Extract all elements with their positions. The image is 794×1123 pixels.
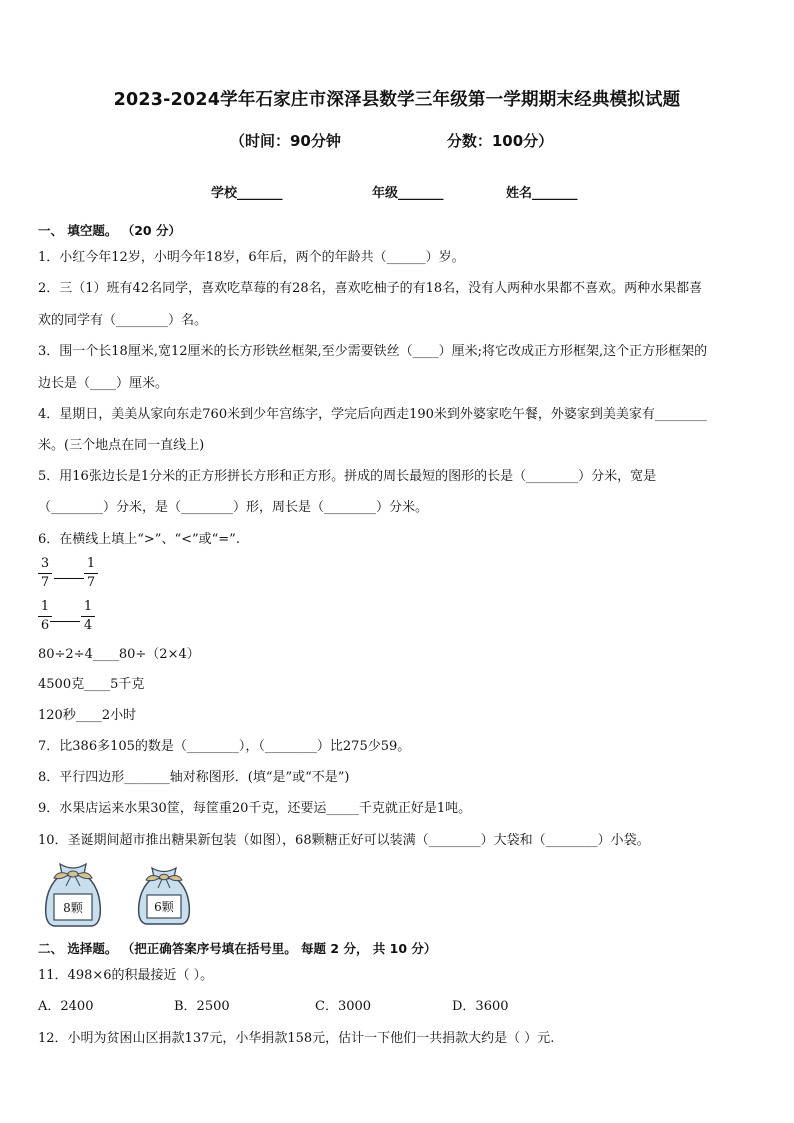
question-12: 12．小明为贫困山区捐款137元，小华捐款158元，估计一下他们一共捐款大约是（ ）元. bbox=[38, 1031, 555, 1046]
exam-meta bbox=[230, 130, 553, 151]
fraction-right-1 bbox=[84, 555, 98, 592]
question-6: 6．在横线上填上“>”、“<”或“=”. bbox=[38, 532, 240, 547]
small-bag-label: 6颗 bbox=[154, 900, 174, 914]
option-d[interactable]: D．3600 bbox=[452, 999, 509, 1014]
answer-blank[interactable] bbox=[54, 577, 84, 579]
large-bag-label: 8颗 bbox=[63, 901, 83, 915]
question-3-line-1: 3．围一个长18厘米,宽12厘米的长方形铁丝框架,至少需要铁丝（____）厘米;将它改成正方形框架,这个正方形框架的 bbox=[38, 344, 708, 359]
numerator: 1 bbox=[38, 598, 52, 617]
page-title: 2023-2024学年石家庄市深泽县数学三年级第一学期期末经典模拟试题 bbox=[113, 90, 681, 110]
question-11: 11．498×6的积最接近（ ）。 bbox=[38, 968, 214, 983]
question-9: 9．水果店运来水果30筐，每筐重20千克，还要运_____千克就正好是1吨。 bbox=[38, 801, 472, 816]
answer-blank[interactable] bbox=[50, 620, 80, 622]
denominator: 7 bbox=[86, 575, 96, 590]
option-a[interactable]: A．2400 bbox=[38, 999, 94, 1014]
grade-field[interactable]: 年级_______ bbox=[372, 186, 444, 201]
question-4-line-2: 米。(三个地点在同一直线上) bbox=[38, 438, 205, 453]
question-2-line-2: 欢的同学有（________）名。 bbox=[38, 313, 208, 328]
numerator: 1 bbox=[81, 598, 95, 617]
question-6-d: 4500克____5千克 bbox=[38, 677, 145, 692]
question-3-line-2: 边长是（____）厘米。 bbox=[38, 376, 169, 391]
question-5-line-2: （________）分米，是（________）形，周长是（________）分米。 bbox=[38, 500, 429, 515]
exam-score: 分数：100分） bbox=[446, 132, 554, 150]
exam-time: （时间：90分钟 bbox=[230, 132, 341, 150]
large-candy-bag-icon bbox=[40, 860, 106, 930]
name-field[interactable]: 姓名_______ bbox=[506, 186, 578, 201]
fraction-left-1 bbox=[38, 555, 52, 592]
question-5-line-1: 5．用16张边长是1分米的正方形拼长方形和正方形。拼成的周长最短的图形的长是（________）分米，宽是 bbox=[38, 469, 657, 484]
fraction-right-2 bbox=[81, 598, 95, 635]
question-2-line-1: 2．三（1）班有42名同学，喜欢吃草莓的有28名，喜欢吃柚子的有18名，没有人两种水果都不喜欢。两种水果都喜 bbox=[38, 281, 703, 296]
denominator: 7 bbox=[40, 575, 50, 590]
fraction-left-2 bbox=[38, 598, 52, 635]
section-1-title: 一、 填空题。 （20 分） bbox=[38, 223, 181, 238]
question-7: 7．比386多105的数是（________），（________）比275少59。 bbox=[38, 739, 411, 754]
question-4-line-1: 4．星期日，美美从家向东走760米到少年宫练字，学完后向西走190米到外婆家吃午餐，外婆家到美美家有________ bbox=[38, 407, 707, 422]
question-6-e: 120秒____2小时 bbox=[38, 708, 137, 723]
denominator: 4 bbox=[83, 618, 93, 633]
denominator: 6 bbox=[40, 618, 50, 633]
small-candy-bag-icon bbox=[133, 864, 195, 928]
question-10: 10．圣诞期间超市推出糖果新包装（如图），68颗糖正好可以装满（________）大袋和（________）小袋。 bbox=[38, 833, 650, 848]
option-b[interactable]: B．2500 bbox=[174, 999, 230, 1014]
question-1: 1．小红今年12岁，小明今年18岁，6年后，两个的年龄共（______）岁。 bbox=[38, 250, 465, 265]
numerator: 1 bbox=[84, 555, 98, 574]
question-6-c: 80÷2÷4____80÷（2×4） bbox=[38, 647, 200, 662]
school-field[interactable]: 学校_______ bbox=[211, 186, 283, 201]
question-8: 8．平行四边形_______轴对称图形．(填“是”或“不是”) bbox=[38, 770, 350, 785]
numerator: 3 bbox=[38, 555, 52, 574]
section-2-title: 二、 选择题。 （把正确答案序号填在括号里。 每题 2 分， 共 10 分） bbox=[38, 941, 437, 956]
option-c[interactable]: C．3000 bbox=[315, 999, 372, 1014]
